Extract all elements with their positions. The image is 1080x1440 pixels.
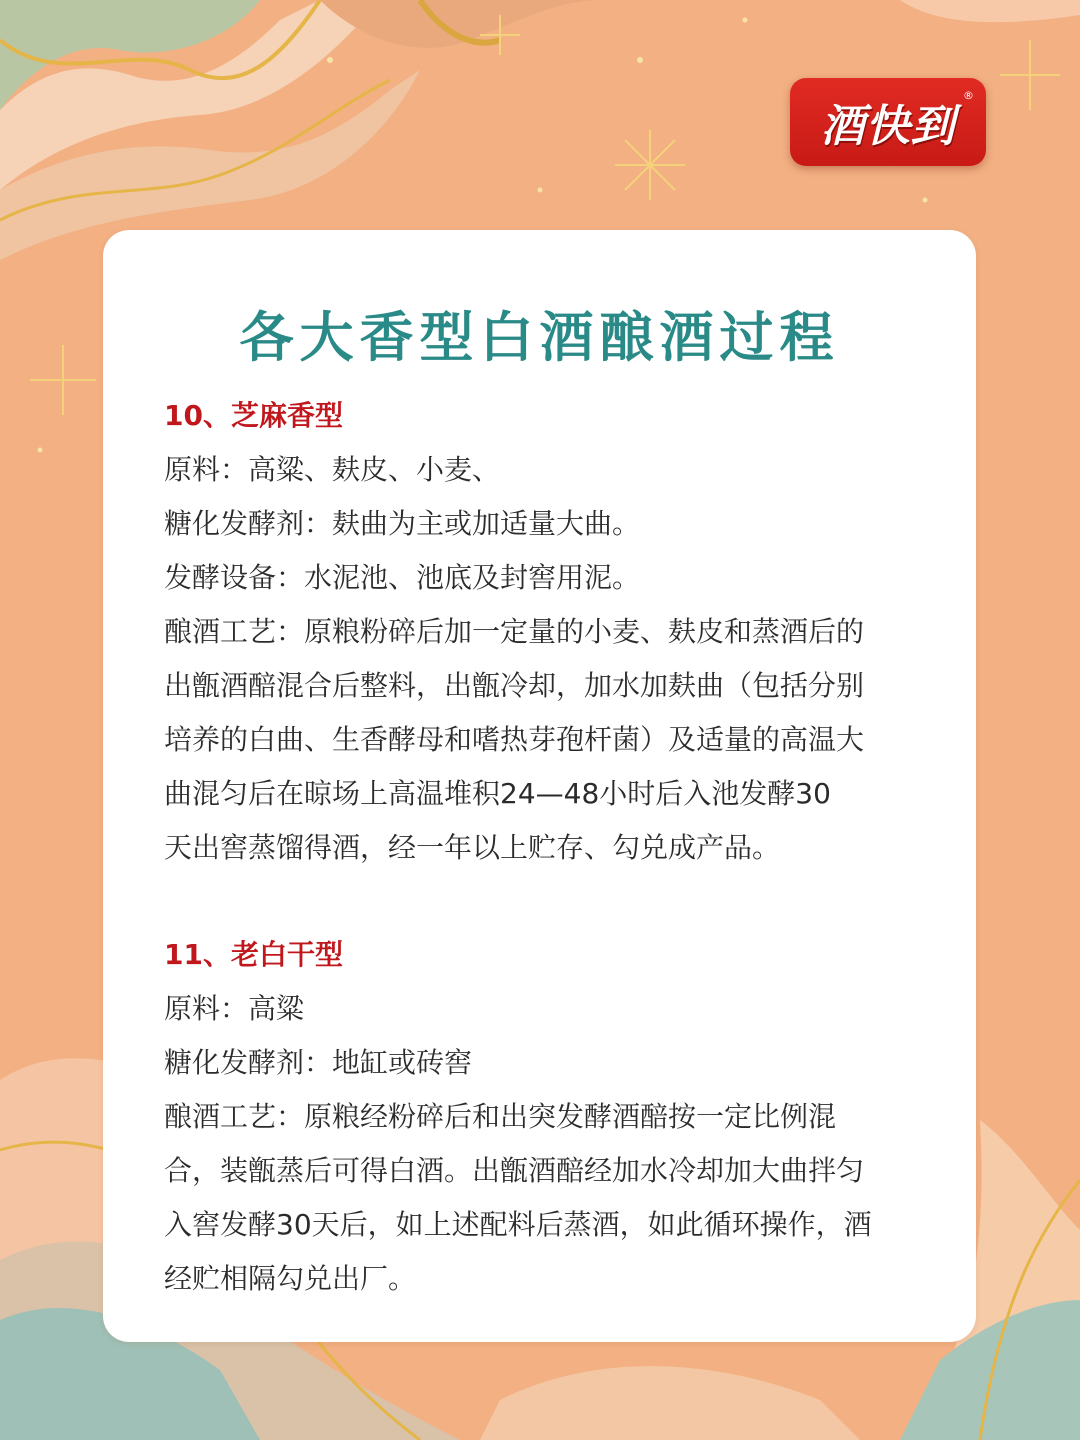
logo-text: 酒快到: [820, 101, 956, 152]
section-line: 酿酒工艺：原粮粉碎后加一定量的小麦、麸皮和蒸酒后的: [164, 615, 865, 648]
brand-logo: [790, 78, 986, 166]
section-line: 出甑酒醅混合后整料，出甑冷却，加水加麸曲（包括分别: [164, 669, 865, 702]
section-line: 原料：高粱、麸皮、小麦、: [164, 453, 501, 486]
section-line: 发酵设备：水泥池、池底及封窖用泥。: [164, 561, 641, 594]
section-line: 培养的白曲、生香酵母和嗜热芽孢杆菌）及适量的高温大: [164, 723, 865, 756]
registered-mark: ®: [963, 89, 974, 102]
section-line: 酿酒工艺：原粮经粉碎后和出突发酵酒醅按一定比例混: [164, 1100, 837, 1133]
section-line: 入窖发酵30天后，如上述配料后蒸酒，如此循环操作，酒: [164, 1208, 872, 1241]
section-line: 合，装甑蒸后可得白酒。出甑酒醅经加水冷却加大曲拌匀: [164, 1154, 865, 1187]
section-sesame-flavor: [164, 389, 924, 875]
section-heading: 10、芝麻香型: [164, 399, 343, 432]
content-card: [103, 230, 976, 1342]
section-line: 曲混匀后在晾场上高温堆积24—48小时后入池发酵30: [164, 777, 831, 810]
section-line: 天出窖蒸馏得酒，经一年以上贮存、勾兑成产品。: [164, 831, 781, 864]
section-line: 糖化发酵剂：麸曲为主或加适量大曲。: [164, 507, 641, 540]
section-line: 原料：高粱: [164, 992, 305, 1025]
content-body: [164, 389, 924, 1306]
section-heading: 11、老白干型: [164, 938, 343, 971]
section-line: 糖化发酵剂：地缸或砖窖: [164, 1046, 473, 1079]
section-laobaigan-flavor: [164, 928, 924, 1306]
page-title: 各大香型白酒酿酒过程: [239, 305, 840, 369]
section-line: 经贮相隔勾兑出厂。: [164, 1262, 417, 1295]
